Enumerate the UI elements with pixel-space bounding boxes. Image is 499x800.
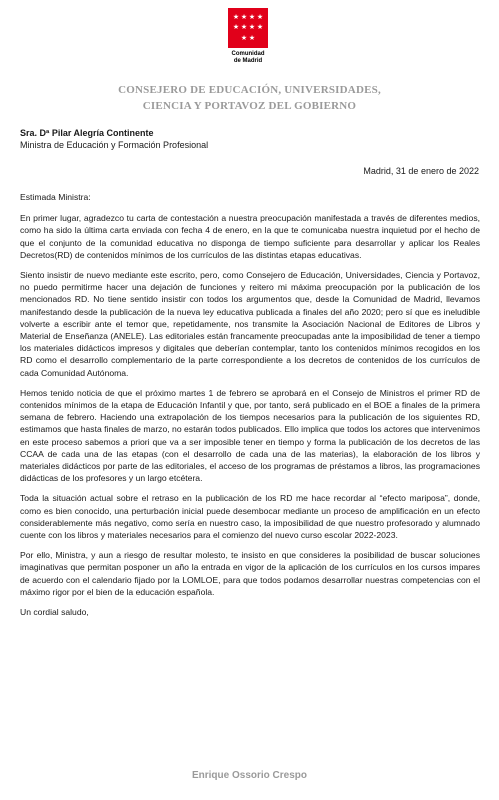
logo-text-line2: de Madrid <box>233 58 263 64</box>
red-flag-stars-icon: ★ ★ ★ ★ ★ ★ ★ ★ ★ ★ <box>228 8 268 48</box>
recipient-title: Ministra de Educación y Formación Profesional <box>20 140 209 150</box>
logo-text-line1: Comunidad <box>231 51 265 57</box>
letter-date: Madrid, 31 de enero de 2022 <box>363 166 479 176</box>
closing: Un cordial saludo, <box>20 607 89 618</box>
letter-body <box>20 191 480 626</box>
salutation: Estimada Ministra: <box>20 192 91 202</box>
recipient-name: Sra. Dª Pilar Alegría Continente <box>20 128 154 138</box>
paragraph: Hemos tenido noticia de que el próximo martes 1 de febrero se aprobará en el Consejo de Ministros el primer RD de contenidos mínimos de la etapa de Educación Infantil y que, por tanto, será publicado en el BOE a finales de la primera semana de febrero. Haciendo una extrapolación de los tiempos necesarios para la publicación de los siguientes RD, estimamos que hasta finales de marzo, no estarán todos publicados. Ello implica que todos los actores que intervenimos en este proceso sabemos a priori que va a ser imposible tener en tiempo y forma la publicación de los decretos de las CCAA de cada una de las etapas (con el desarrollo de cada una de las materias), la elaboración de los libros y materiales didácticos por parte de las editoriales, el acceso de los programas de préstamos a libros, las programaciones didácticas de los profesores y un largo etcétera. <box>20 387 480 484</box>
council-header-line1: CONSEJERO DE EDUCACIÓN, UNIVERSIDADES, <box>118 84 381 96</box>
paragraph: Siento insistir de nuevo mediante este escrito, pero, como Consejero de Educación, Universidades, Ciencia y Portavoz, no puedo permitirme hacer una dejación de funciones y reitero mi máxima preocupación por la publicación de los mencionados RD. No tiene sentido insistir con todos los argumentos que, desde la Comunidad de Madrid, llevamos manifestando desde la publicación de la nueva ley educativa publicada a finales del año 2020; pero sí que es ineludible volverte a escribir ante el temor que, repetidamente, nos transmite la Asociación Nacional de Editores de Libros y Material de Enseñanza (ANELE). Las editoriales están francamente preocupadas ante la imposibilidad de tener a tiempo los materiales didácticos impresos y digitales que deberían contemplar, tanto los contenidos mínimos recogidos en los RD como el desarrollo complementario de la parte correspondiente a los decretos de contenidos de los currículos de cada Comunidad Autónoma. <box>20 270 480 378</box>
council-header-line2: CIENCIA Y PORTAVOZ DEL GOBIERNO <box>142 100 357 112</box>
council-header <box>0 82 499 114</box>
recipient-block <box>20 127 208 151</box>
signature-name: Enrique Ossorio Crespo <box>191 770 308 781</box>
paragraph: Toda la situación actual sobre el retraso en la publicación de los RD me hace recordar al “efecto mariposa”, donde, como es bien conocido, una perturbación inicial puede desembocar mediante un proceso de amplificación en un efecto considerablemente más negativo, como sería en nuestro caso, la imposibilidad de que nuestro profesorado y alumnado cuente con los libros y materiales necesarios para el comienzo del nuevo curso escolar 2022-2023. <box>20 493 480 541</box>
paragraph: Por ello, Ministra, y aun a riesgo de resultar molesto, te insisto en que consideres la posibilidad de buscar soluciones imaginativas que permitan posponer un año la entrada en vigor de la aplicación de los currículos en los cursos impares de acuerdo con el calendario fijado por la LOMLOE, para que todos podamos desarrollar nuestras competencias con el máximo rigor por el bien de la educación española. <box>20 550 480 597</box>
comunidad-de-madrid-logo <box>223 8 273 65</box>
paragraph: En primer lugar, agradezco tu carta de contestación a nuestra preocupación manifestada a través de diferentes medios, como ha sido la última carta enviada con fecha 4 de enero, en la que te comunicaba nuestra inquietud por el hecho de que el conjunto de la comunidad educativa no disponga de tiempo suficiente para desarrollar y aplicar los Reales Decretos(RD) de contenidos mínimos de los currículos de las distintas etapas educativas. <box>20 213 480 260</box>
